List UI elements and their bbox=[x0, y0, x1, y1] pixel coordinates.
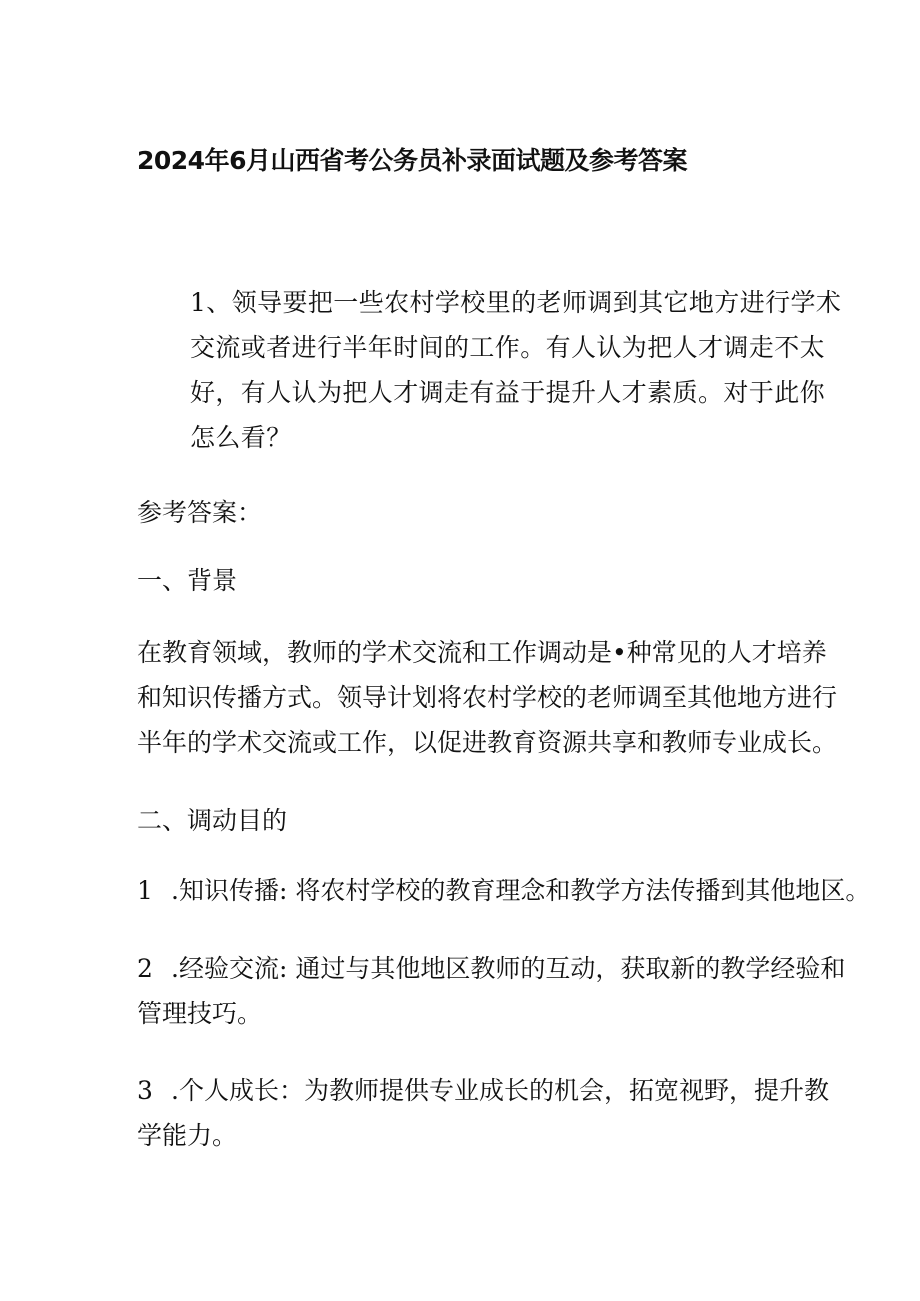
question-text bbox=[190, 280, 842, 460]
list-item-text: .知识传播: 将农村学校的教育理念和教学方法传播到其他地区。 bbox=[171, 876, 871, 905]
list-item-text: 管理技巧。 bbox=[137, 999, 263, 1028]
paragraph-line: 在教育领域，教师的学术交流和工作调动是•种常见的人才培养 bbox=[137, 638, 827, 667]
list-item-text: 学能力。 bbox=[137, 1121, 238, 1150]
section-heading-background: 一、背景 bbox=[137, 566, 238, 595]
list-item-number: 1 bbox=[137, 876, 153, 905]
answer-label: 参考答案： bbox=[137, 498, 263, 527]
question-line: 好，有人认为把人才调走有益于提升人才素质。对于此你 bbox=[190, 378, 826, 407]
paragraph-line: 半年的学术交流或工作，以促进教育资源共享和教师专业成长。 bbox=[137, 728, 838, 757]
list-item-line bbox=[137, 1068, 829, 1113]
list-item bbox=[137, 946, 845, 1036]
document-title: 2024年6月山西省考公务员补录面试题及参考答案 bbox=[137, 146, 687, 175]
question-line: 交流或者进行半年时间的工作。有人认为把人才调走不太 bbox=[190, 333, 826, 362]
background-paragraph bbox=[137, 630, 837, 765]
list-item-number: 3 bbox=[137, 1076, 153, 1105]
section-heading-purpose: 二、调动目的 bbox=[137, 806, 288, 835]
list-item-text: .经验交流: 通过与其他地区教师的互动，获取新的教学经验和 bbox=[171, 954, 846, 983]
question-line: 怎么看？ bbox=[190, 423, 292, 452]
list-item bbox=[137, 1068, 829, 1158]
list-item-line bbox=[137, 946, 845, 991]
paragraph-line: 和知识传播方式。领导计划将农村学校的老师调至其他地方进行 bbox=[137, 683, 838, 712]
list-item-text: .个人成长：为教师提供专业成长的机会，拓宽视野，提升教 bbox=[171, 1076, 829, 1105]
list-item-line bbox=[137, 868, 870, 913]
list-item-number: 2 bbox=[137, 954, 153, 983]
question-line: 1、领导要把一些农村学校里的老师调到其它地方进行学术 bbox=[190, 288, 842, 317]
list-item bbox=[137, 868, 870, 913]
